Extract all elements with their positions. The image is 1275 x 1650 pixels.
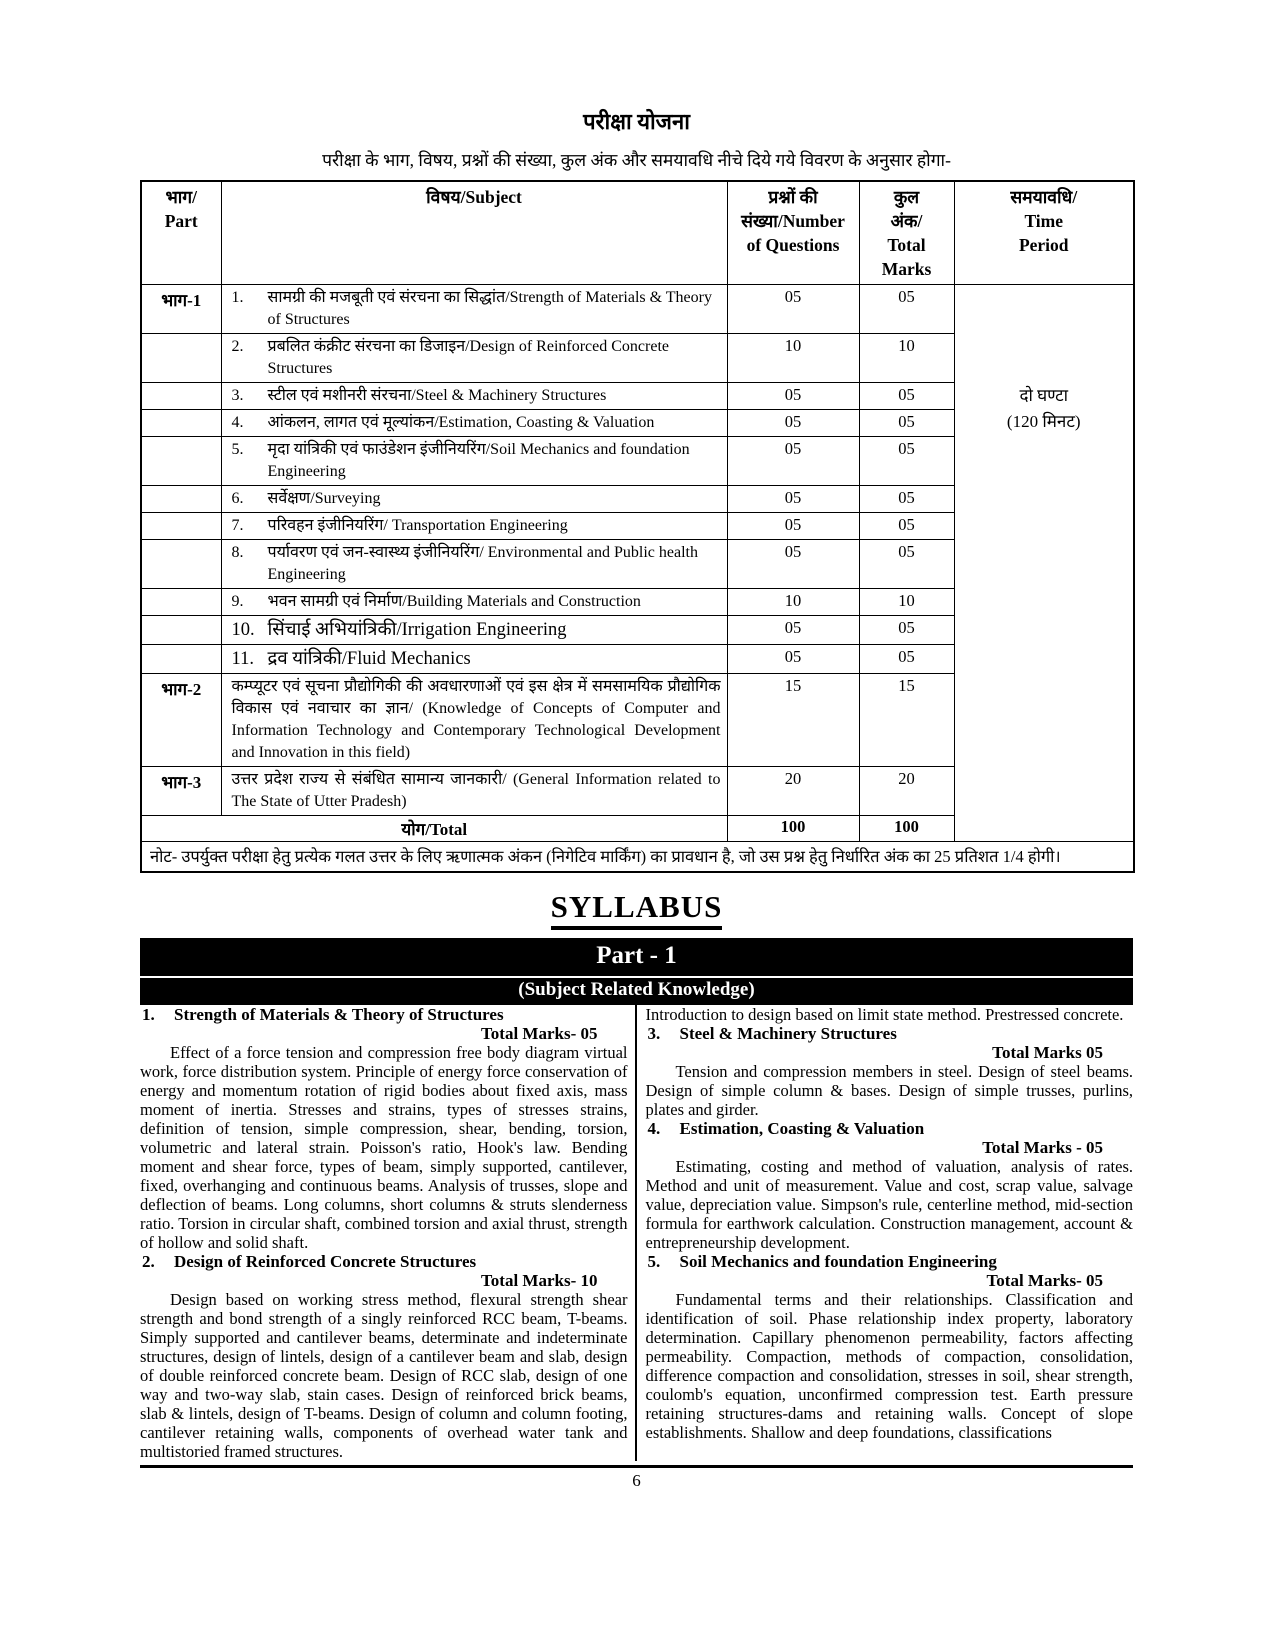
header-marks: कुल अंक/ Total Marks: [859, 181, 954, 285]
section-5-marks: Total Marks- 05: [986, 1271, 1103, 1290]
row-number: 11.: [231, 649, 254, 669]
row-number: 1.: [231, 289, 244, 306]
note-row: [141, 842, 1134, 873]
part-1-banner: Part - 1: [140, 938, 1133, 978]
marks-value: 05: [859, 616, 954, 645]
subject-cell: [221, 645, 727, 674]
subject-text: सर्वेक्षण/Surveying: [267, 490, 381, 507]
subject-cell: [221, 540, 727, 589]
row-number: 7.: [231, 517, 244, 534]
row-number: 9.: [231, 593, 244, 610]
time-period-cell: दो घण्टा (120 मिनट): [954, 285, 1134, 842]
row-number: 8.: [231, 544, 244, 561]
questions-value: 05: [727, 410, 859, 437]
marks-value: 05: [859, 540, 954, 589]
row-number: 4.: [231, 414, 244, 431]
subject-text: द्रव यांत्रिकी/Fluid Mechanics: [267, 649, 471, 669]
section-1-heading: 1. Strength of Materials & Theory of Structures: [142, 1005, 504, 1024]
subject-cell: [221, 589, 727, 616]
subject-text: आंकलन, लागत एवं मूल्यांकन/Estimation, Coasting & Valuation: [267, 414, 655, 431]
page-title: परीक्षा योजना: [583, 109, 690, 134]
intro-text: परीक्षा के भाग, विषय, प्रश्नों की संख्या, कुल अंक और समयावधि नीचे दिये गये विवरण के अनुसार होगा-: [322, 150, 951, 170]
subject-text: परिवहन इंजीनियरिंग/ Transportation Engineering: [267, 517, 568, 534]
row-number: 3.: [231, 387, 244, 404]
subject-cell: [221, 410, 727, 437]
exam-scheme-table: [140, 180, 1135, 873]
questions-value: 05: [727, 437, 859, 486]
header-part: भाग/ Part: [141, 181, 221, 285]
marks-value: 05: [859, 383, 954, 410]
subject-cell: [221, 285, 727, 334]
row-number: 10.: [231, 620, 255, 640]
subject-text: भवन सामग्री एवं निर्माण/Building Materials and Construction: [267, 593, 641, 610]
questions-value: 10: [727, 334, 859, 383]
total-marks: 100: [859, 816, 954, 842]
section-2-heading: 2. Design of Reinforced Concrete Structures: [142, 1252, 477, 1271]
row-number: 5.: [231, 441, 244, 458]
questions-value: 20: [727, 767, 859, 816]
section-3-body: Tension and compression members in steel. Design of steel beams. Design of simple column & bases. Design of simple trusses, purlins, plates and girder.: [645, 1062, 1133, 1119]
syllabus-columns: [140, 1005, 1133, 1461]
negative-marking-note: नोट- उपर्युक्त परीक्षा हेतु प्रत्येक गलत उत्तर के लिए ऋणात्मक अंकन (निगेटिव मार्किंग) का प्रावधान है, जो उस प्रश्न हेतु निर्धारित अंक का 25 प्रतिशत 1/4 होगी।: [141, 842, 1134, 873]
questions-value: 05: [727, 285, 859, 334]
section-4-body: Estimating, costing and method of valuation, analysis of rates. Method and unit of measurement. Value and cost, scrap value, salvage value, depreciation value. Simpson's rule, centerline method, mid-section formula for earthwork calculation. Construction management, account & entrepreneurship development.: [645, 1157, 1133, 1252]
marks-value: 05: [859, 410, 954, 437]
right-column: [637, 1005, 1134, 1461]
marks-value: 05: [859, 645, 954, 674]
part-label: भाग-3: [141, 767, 221, 816]
section-5-body: Fundamental terms and their relationships. Classification and identification of soil. Phase relationship index property, laboratory determination. Capillary phenomenon permeability, factors affecting permeability. Compaction, methods of compaction, consolidation, difference compaction and consolidation, stresses in soil, shear strength, coulomb's equation, unconfirmed compression test. Earth pressure retaining structures-dams and retaining walls. Concept of slope establishments. Shallow and deep foundations, classifications: [645, 1290, 1133, 1442]
subject-text: सिंचाई अभियांत्रिकी/Irrigation Engineering: [267, 620, 567, 640]
header-time: समयावधि/ Time Period: [954, 181, 1134, 285]
subject-cell: [221, 486, 727, 513]
questions-value: 05: [727, 540, 859, 589]
subject-related-knowledge-banner: (Subject Related Knowledge): [140, 978, 1133, 1005]
subject-text: सामग्री की मजबूती एवं संरचना का सिद्धांत/Strength of Materials & Theory of Structures: [267, 289, 712, 328]
total-label: योग/Total: [141, 816, 727, 842]
subject-text: स्टील एवं मशीनरी संरचना/Steel & Machinery Structures: [267, 387, 607, 404]
row-number: 2.: [231, 338, 244, 355]
subject-cell: [221, 334, 727, 383]
subject-cell: उत्तर प्रदेश राज्य से संबंधित सामान्य जानकारी/ (General Information related to The State of Utter Pradesh): [221, 767, 727, 816]
subject-text: प्रबलित कंक्रीट संरचना का डिजाइन/Design of Reinforced Concrete Structures: [267, 338, 669, 377]
subject-cell: [221, 437, 727, 486]
section-3-marks: Total Marks 05: [992, 1043, 1103, 1062]
subject-text: मृदा यांत्रिकी एवं फाउंडेशन इंजीनियरिंग/Soil Mechanics and foundation Engineering: [267, 441, 690, 480]
total-questions: 100: [727, 816, 859, 842]
marks-value: 20: [859, 767, 954, 816]
section-3-heading: 3. Steel & Machinery Structures: [647, 1024, 897, 1043]
questions-value: 05: [727, 645, 859, 674]
syllabus-heading: SYLLABUS: [140, 889, 1133, 930]
section-2-body: Design based on working stress method, flexural strength shear strength and bond strength of a singly reinforced RCC beam, T-beams. Simply supported and cantilever beams, determinate and indeterminate structures, design of lintels, design of a cantilever beam and slab, design of double reinforced concrete beam. Design of RCC slab, design of one way and two-way slab, stain cases. Design of reinforced brick beams, slab & lintels, design of T-beams. Design of column and column footing, cantilever retaining walls, components of overhead water tank and multistoried framed structures.: [140, 1290, 628, 1461]
marks-value: 05: [859, 486, 954, 513]
questions-value: 05: [727, 486, 859, 513]
subject-cell: [221, 383, 727, 410]
footer-rule: [140, 1465, 1133, 1468]
questions-value: 05: [727, 616, 859, 645]
questions-value: 05: [727, 383, 859, 410]
table-header-row: [141, 181, 1134, 285]
part-label: भाग-1: [141, 285, 221, 334]
questions-value: 15: [727, 674, 859, 767]
header-subject: विषय/Subject: [221, 181, 727, 285]
header-questions: प्रश्नों की संख्या/Number of Questions: [727, 181, 859, 285]
questions-value: 10: [727, 589, 859, 616]
section-1-marks: Total Marks- 05: [481, 1024, 598, 1043]
page-number: 6: [632, 1471, 641, 1490]
marks-value: 05: [859, 437, 954, 486]
subject-cell: [221, 513, 727, 540]
section-2-continuation: Introduction to design based on limit state method. Prestressed concrete.: [645, 1005, 1124, 1024]
marks-value: 05: [859, 285, 954, 334]
section-5-heading: 5. Soil Mechanics and foundation Engineering: [647, 1252, 997, 1271]
section-4-heading: 4. Estimation, Coasting & Valuation: [647, 1119, 925, 1138]
section-1-body: Effect of a force tension and compression free body diagram virtual work, force distribution system. Principle of energy force conservation of energy and momentum rotation of rigid bodies about fixed axis, mass moment of inertia. Stresses and strains, types of stresses strains, definition of tension, simple compression, shear, bending, torsion, volumetric and lateral strain. Poisson's ratio, Hook's law. Bending moment and shear force, types of beam, simply supported, cantilever, fixed, overhanging and continuous beams. Analysis of trusses, slope and deflection of beams. Long columns, short columns & struts slenderness ratio. Torsion in circular shaft, combined torsion and axial thrust, strength of hollow and solid shaft.: [140, 1043, 628, 1252]
part-label: भाग-2: [141, 674, 221, 767]
subject-text: पर्यावरण एवं जन-स्वास्थ्य इंजीनियरिंग/ Environmental and Public health Engineering: [267, 544, 698, 583]
section-2-marks: Total Marks- 10: [481, 1271, 598, 1290]
questions-value: 05: [727, 513, 859, 540]
marks-value: 10: [859, 334, 954, 383]
row-number: 6.: [231, 490, 244, 507]
section-4-marks: Total Marks - 05: [982, 1138, 1103, 1157]
marks-value: 15: [859, 674, 954, 767]
subject-cell: [221, 616, 727, 645]
left-column: [140, 1005, 637, 1461]
subject-cell: कम्प्यूटर एवं सूचना प्रौद्योगिकी की अवधारणाओं एवं इस क्षेत्र में समसामयिक प्रौद्योगिक विकास एवं नवाचार का ज्ञान/ (Knowledge of Concepts of Computer and Information Technology and Contemporary Technological Development and Innovation in this field): [221, 674, 727, 767]
marks-value: 05: [859, 513, 954, 540]
table-row: [141, 285, 1134, 334]
marks-value: 10: [859, 589, 954, 616]
